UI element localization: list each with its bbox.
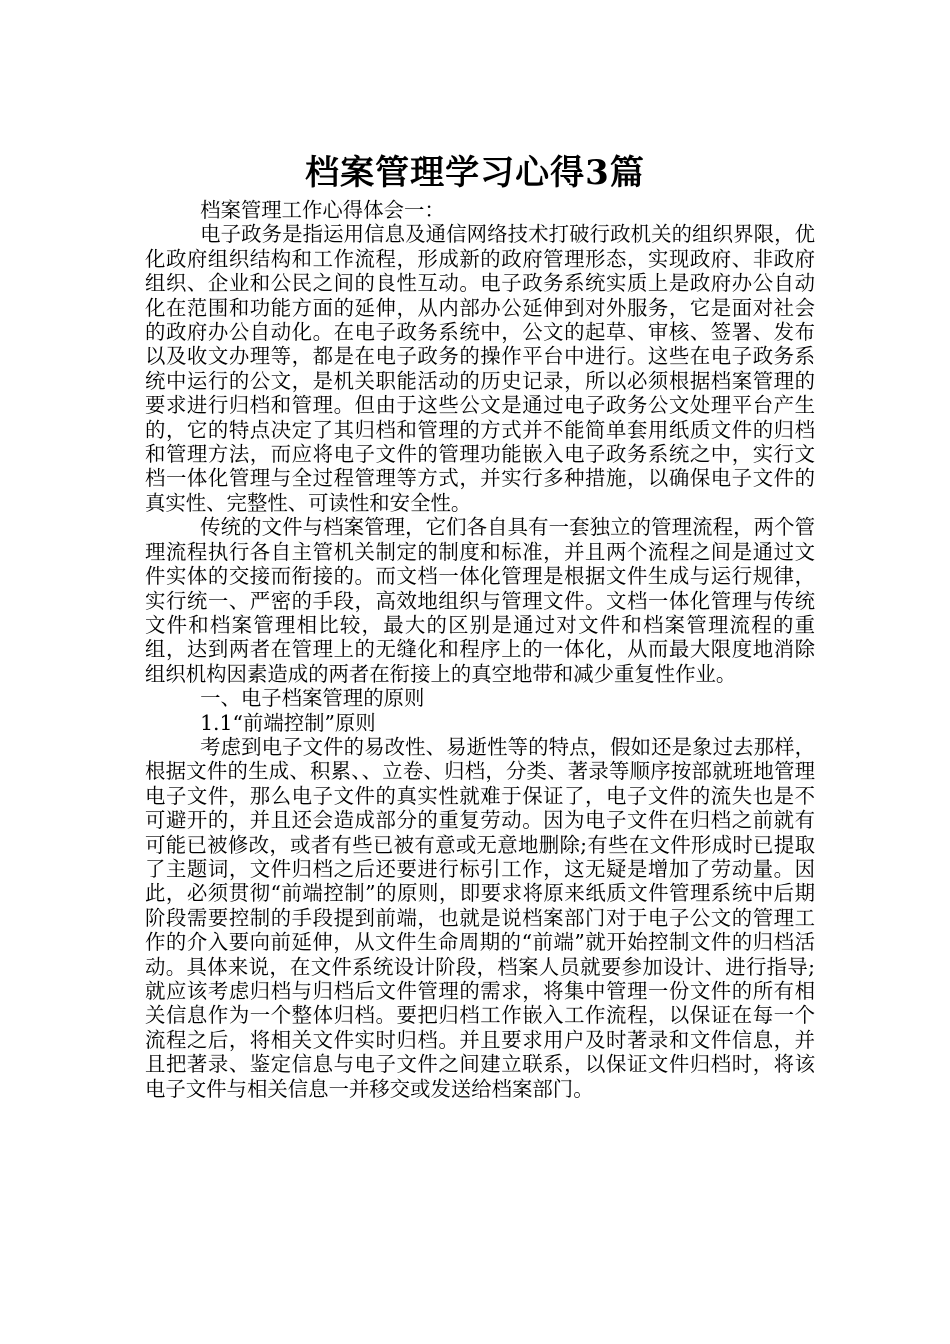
body-paragraph: 传统的文件与档案管理，它们各自具有一套独立的管理流程，两个管理流程执行各自主管机关制定的制度和标准，并且两个流程之间是通过文件实体的交接而衔接的。而文档一体化管理是根据文件生成与运行规律，实行统一、严密的手段，高效地组织与管理文件。文档一体化管理与传统文件和档案管理相比较，最大的区别是通过对文件和档案管理流程的重组，达到两者在管理上的无缝化和程序上的一体化，从而最大限度地消除组织机构因素造成的两者在衔接上的真空地带和减少重复性作业。 <box>145 515 815 686</box>
section-heading: 档案管理工作心得体会一： <box>200 198 445 222</box>
document-title: 档案管理学习心得3篇 <box>305 152 645 193</box>
body-paragraph: 考虑到电子文件的易改性、易逝性等的特点，假如还是象过去那样，根据文件的生成、积累、、立卷、归档，分类、著录等顺序按部就班地管理电子文件，那么电子文件的真实性就难于保证了，电子文件的流失也是不可避开的，并且还会造成部分的重复劳动。因为电子文件在归档之前就有可能已被修改，或者有些已被有意或无意地删除;有些在文件形成时已提取了主题词，文件归档之后还要进行标引工作，这无疑是增加了劳动量。因此，必须贯彻“前端控制”的原则，即要求将原来纸质文件管理系统中后期阶段需要控制的手段提到前端，也就是说档案部门对于电子公文的管理工作的介入要向前延伸，从文件生命周期的“前端”就开始控制文件的归档活动。具体来说，在文件系统设计阶段，档案人员就要参加设计、进行指导;就应该考虑归档与归档后文件管理的需求，将集中管理一份文件的所有相关信息作为一个整体归档。要把归档工作嵌入工作流程，以保证在每一个流程之后，将相关文件实时归档。并且要求用户及时著录和文件信息，并且把著录、鉴定信息与电子文件之间建立联系，以保证文件归档时，将该电子文件与相关信息一并移交或发送给档案部门。 <box>145 734 815 1101</box>
subsection-heading: 1.1“前端控制”原则 <box>200 710 376 735</box>
document-body <box>145 198 815 1101</box>
section-heading: 一、电子档案管理的原则 <box>200 686 425 711</box>
body-paragraph: 电子政务是指运用信息及通信网络技术打破行政机关的组织界限，优化政府组织结构和工作流程，形成新的政府管理形态，实现政府、非政府组织、企业和公民之间的良性互动。电子政务系统实质上是政府办公自动化在范围和功能方面的延伸，从内部办公延伸到对外服务，它是面对社会的政府办公自动化。在电子政务系统中，公文的起草、审核、签署、发布以及收文办理等，都是在电子政务的操作平台中进行。这些在电子政务系统中运行的公文，是机关职能活动的历史记录，所以必须根据档案管理的要求进行归档和管理。但由于这些公文是通过电子政务公文处理平台产生的，它的特点决定了其归档和管理的方式并不能简单套用纸质文件的归档和管理方法，而应将电子文件的管理功能嵌入电子政务系统之中，实行文档一体化管理与全过程管理等方式，并实行多种措施，以确保电子文件的真实性、完整性、可读性和安全性。 <box>145 222 815 515</box>
